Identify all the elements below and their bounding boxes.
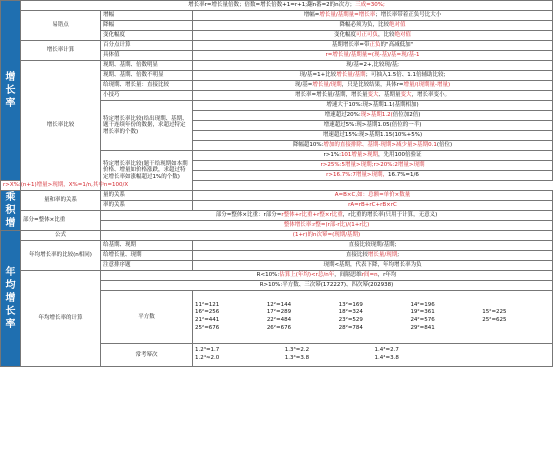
value-over-10-avg: R>10%:平方数、三次幂(172227)、四次幂(202938) [101, 281, 553, 291]
label-decrease: 降幅 [101, 21, 193, 31]
square-item: 16²=256 [195, 309, 220, 316]
label-specific-compare-1: 特定增长率比较(给出现期、基期、题干连续年份的数据，求超过特定增长率的个数) [101, 101, 193, 151]
label-not-obvious: 现期、基期、倍数不明显 [101, 71, 193, 81]
label-rate-calc: 增长率计算 [21, 41, 101, 61]
powers-table [193, 344, 553, 367]
value-part-whole: 部分=整体×比重：r部分=r整体+r比重+r整×r比重，r比重的增长率(只用于计算，无意义) [101, 211, 553, 221]
label-qty-relation: 量的关系 [101, 191, 193, 201]
label-avg-compare: 年均增长率的比较(n相同) [21, 241, 101, 271]
label-change: 变化幅度 [101, 31, 193, 41]
square-item: 23²=529 [338, 317, 363, 323]
value-over-15: 增速超过15%:现>基期1.15(10%+5%) [193, 131, 553, 141]
label-rate-relation: 率的关系 [101, 201, 193, 211]
label-increase: 增幅 [101, 11, 193, 21]
value-increase: 增幅=增长量/基期量=增长率；增长率带着正负号比大小 [193, 11, 553, 21]
value-under-10: R<10%:估算上(年均)<r总/n年，间隔思维r间=n，r年均 [101, 271, 553, 281]
value-qty-relation: A=B×C,如：总额=单价×数量 [193, 191, 553, 201]
square-item: 22²=484 [266, 317, 292, 323]
label-avg-calc: 年均增长率的计算 [21, 271, 101, 367]
square-item: 24²=576 [410, 317, 435, 323]
value-over-1: r>1%:101增量>现期，先用100倍验证 [193, 151, 553, 161]
label-rate-compare: 增长率比较 [21, 61, 101, 191]
category-growth-rate: 增长率 [1, 1, 21, 181]
square-item: 18²=324 [338, 309, 363, 316]
value-whole-rate: 整体增长率:r整=(r部-r比)/(1+r比) [101, 221, 553, 231]
square-item: 12²=144 [266, 301, 292, 308]
power-item: 1.2³=1.7 [195, 347, 220, 354]
value-decrease: 降幅必须为负，比较绝对值 [193, 21, 553, 31]
label-obvious: 现期、基期、倍数明显 [101, 61, 193, 71]
value-over-5: 增速超过5%:现>基期1.05(倍位的一半) [193, 121, 553, 131]
power-item: 1.3³=2.2 [284, 347, 310, 354]
square-item: 15²=225 [482, 309, 507, 316]
label-part-whole: 部分=整体×比重 [21, 211, 101, 231]
label-qty-rate: 量和率的关系 [21, 191, 101, 211]
power-item: 1.4⁴=3.8 [374, 355, 399, 361]
label-common-errors: 易错点 [21, 11, 101, 41]
label-formula: 公式 [21, 231, 101, 241]
power-item: 1.4³=2.7 [374, 347, 399, 354]
value-sort-note: 现期<基期，代表下降，年均增长率为负 [193, 261, 553, 271]
label-given-current: 给现期、增长量：直接比较 [101, 81, 193, 91]
value-drop-10: 降幅超10%:增加的直接排除、基期-现期>减少量>基期0.1(倍位) [193, 141, 553, 151]
value-given-base: 直接比较现期/基期; [193, 241, 553, 251]
value-tips: 增长率=增长量/基期，增长量变大、基期量变大，增长率变小。 [193, 91, 553, 101]
square-item: 26²=676 [266, 324, 292, 331]
label-given-growth: 给增长量、现期 [101, 251, 193, 261]
value-specific: r=增长量/基期量=(现-基)/基=现/基-1 [193, 51, 553, 61]
square-item: 11²=121 [195, 301, 220, 308]
square-item: 29²=841 [410, 324, 435, 331]
value-given-current: 现/基=增长量/现期，只是比较结果，具体r=增量/(现期量-增量) [193, 81, 553, 91]
squares-table [193, 291, 553, 344]
value-over-20: 增速超过20%:现>基期1.2(倍位加2倍) [193, 111, 553, 121]
square-item: 25²=625 [482, 317, 507, 323]
label-squares: 平方数 [101, 291, 193, 344]
square-item: 28²=784 [338, 324, 363, 331]
label-common-powers: 常考幂次 [101, 344, 193, 367]
value-over-10: 增速大于10%:现>基期1.1(基期相加) [193, 101, 553, 111]
label-specific-compare-2: 特定增长率比较(题干给现期如本期价格、增量如价格涨跌，求超过特定增长率如涨幅超过1%的个数) [101, 151, 193, 191]
value-change: 变化幅度可正可负，比较绝对值 [193, 31, 553, 41]
square-item: 14²=196 [410, 301, 435, 308]
value-obvious: 现/基=2+,比较现/基; [193, 61, 553, 71]
value-percent-point: 基期增长率=带正负的"高减低加" [193, 41, 553, 51]
value-over-25: r>25%:5增量>现期;r>20%:2增量>现期 [193, 161, 553, 171]
value-over-x: r>X%:(n+1)增量>现期，X%=1/n,其中n=100/X [1, 181, 21, 191]
value-given-growth: 直接比较增长量/现期; [193, 251, 553, 261]
label-sort-note: 注意排序题 [101, 261, 193, 271]
value-not-obvious: 现/基=1+比较增长量/基期；可抽入1.5倍、1.1倍辅助比较; [193, 71, 553, 81]
value-rate-relation: rA=rB+rC+rB×rC [193, 201, 553, 211]
label-given-base: 给基期、现期 [101, 241, 193, 251]
square-item: 25²=676 [195, 324, 220, 331]
category-product: 乘积增 [1, 191, 21, 231]
square-item: 17²=289 [266, 309, 292, 316]
label-percent-point: 百分点计算 [101, 41, 193, 51]
value-formula: (1+r)的n次幂=(现期/基期) [101, 231, 553, 241]
value-over-16: r>16.7%:7增量>现期，16.7%=1/6 [193, 171, 553, 181]
square-item: 13²=169 [338, 301, 363, 308]
power-item: 1.2⁴≈2.0 [195, 355, 220, 361]
row-definition: 增长率r=增长量倍数；倍数=增长倍数+1=r+1;翻n番=2的n次方；三成=30%; [21, 1, 553, 11]
label-tips: 小技巧 [101, 91, 193, 101]
square-item: 19²=361 [410, 309, 435, 316]
square-item: 21²=441 [195, 317, 220, 323]
label-specific: 具体值 [101, 51, 193, 61]
power-item: 1.3⁴=3.8 [284, 355, 310, 361]
category-avg-growth: 年均增长率 [1, 231, 21, 367]
